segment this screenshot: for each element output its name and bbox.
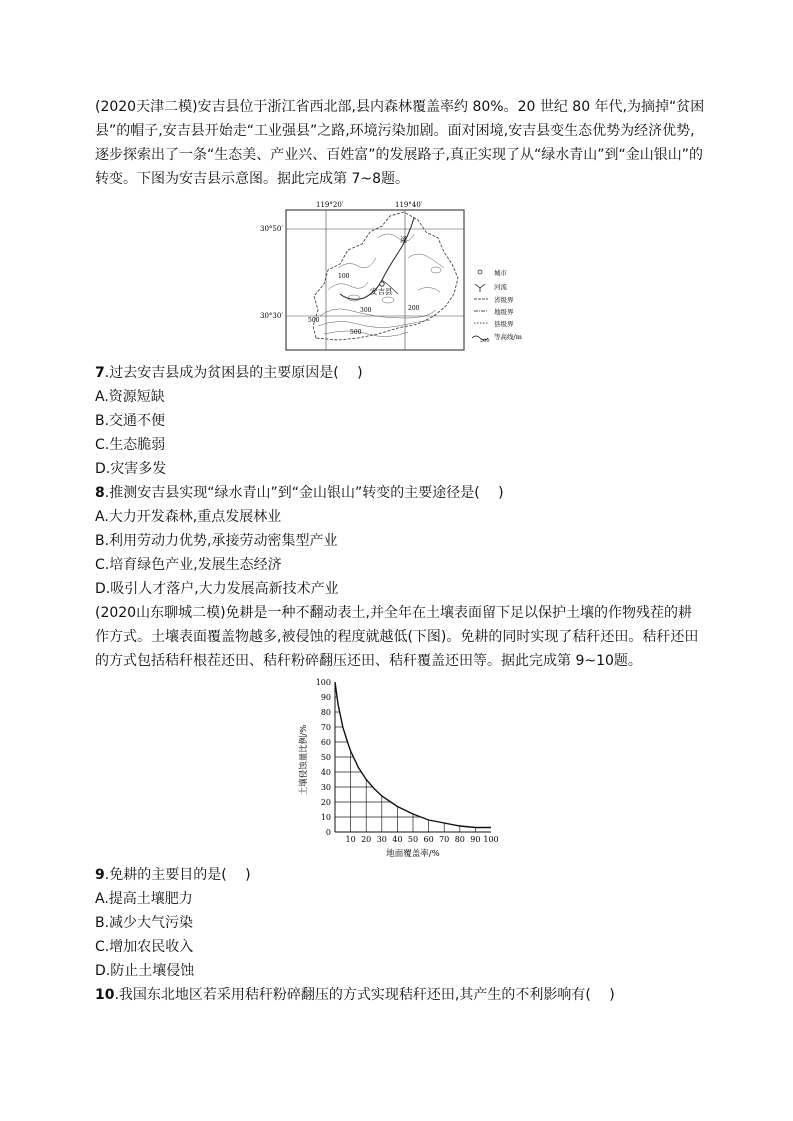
contour-label: 500 [350, 329, 362, 336]
passage-line: (2020天津二模)安吉县位于浙江省西北部,县内森林覆盖率约 80%。20 世纪 80 年代,为摘掉“贫困 [95, 99, 705, 115]
option-d: D.防止土壤侵蚀 [95, 963, 195, 979]
y-tick-label: 70 [320, 723, 331, 732]
y-axis-label: 土壤侵蚀量比例/% [299, 724, 309, 796]
x-tick-label: 60 [423, 835, 434, 844]
erosion-curve [335, 682, 491, 828]
x-tick-label: 90 [470, 835, 481, 844]
question-text: .过去安吉县成为贫困县的主要原因是( ) [104, 365, 363, 381]
y-tick-label: 20 [320, 798, 331, 807]
option-b: B.交通不便 [95, 413, 166, 429]
legend-label: 城市 [494, 269, 507, 277]
x-tick-label: 100 [483, 835, 499, 844]
option-c: C.增加农民收入 [95, 939, 194, 955]
y-tick-label: 10 [320, 813, 331, 822]
y-tick-label: 90 [320, 693, 331, 702]
y-tick-label: 100 [315, 678, 331, 687]
option-c: C.培育绿色产业,发展生态经济 [95, 557, 282, 573]
legend-river-icon [475, 284, 485, 292]
map-frame [286, 210, 464, 350]
question-text: .推测安吉县实现“绿水青山”到“金山银山”转变的主要途径是( ) [104, 485, 504, 501]
legend-label: 县级界 [494, 320, 514, 328]
y-tick-label: 80 [320, 708, 331, 717]
contour-label: 300 [360, 307, 372, 314]
question-text: .免耕的主要目的是( ) [104, 867, 251, 883]
option-a: A.大力开发森林,重点发展林业 [95, 509, 282, 525]
legend-label: 等高线/m [494, 333, 522, 341]
passage-line: 作方式。土壤表面覆盖物越多,被侵蚀的程度就越低(下图)。免耕的同时实现了秸秆还田。秸秆还田 [95, 629, 699, 645]
y-tick-label: 60 [320, 738, 331, 747]
question-number: 9 [95, 867, 105, 883]
option-d: D.灾害多发 [95, 461, 167, 477]
option-d: D.吸引人才落户,大力发展高新技术产业 [95, 581, 339, 597]
lon-label: 119°40′ [395, 201, 423, 209]
anji-county-map [258, 198, 536, 353]
x-tick-label: 70 [439, 835, 450, 844]
legend-label: 地级界 [494, 308, 514, 316]
erosion-chart [295, 672, 505, 862]
y-tick-label: 40 [320, 768, 331, 777]
lat-label: 30°50′ [260, 225, 283, 233]
question-text: .我国东北地区若采用秸秆粉碎翻压的方式实现秸秆还田,其产生的不利影响有( ) [114, 987, 615, 1003]
grid-area [335, 682, 491, 832]
y-tick-label: 0 [325, 828, 331, 837]
x-axis-label: 地面覆盖率/% [386, 849, 440, 859]
river-label: 溪 [400, 236, 407, 244]
question-stem [95, 482, 504, 505]
lat-label: 30°30′ [260, 312, 283, 320]
option-a: A.资源短缺 [95, 389, 165, 405]
question-number: 7 [95, 365, 105, 381]
x-tick-label: 50 [407, 835, 419, 844]
lon-label: 119°20′ [316, 201, 344, 209]
passage-line: 的方式包括秸秆根茬还田、秸秆粉碎翻压还田、秸秆覆盖还田等。据此完成第 9~10题。 [95, 653, 642, 669]
question-number: 10 [95, 987, 115, 1003]
x-tick-label: 80 [454, 835, 465, 844]
option-a: A.提高土壤肥力 [95, 891, 193, 907]
legend-city-icon [478, 270, 482, 274]
option-c: C.生态脆弱 [95, 437, 166, 453]
city-marker [380, 282, 384, 286]
question-stem [95, 362, 363, 385]
x-tick-label: 20 [361, 835, 372, 844]
contour-label: 100 [338, 273, 350, 280]
question-stem [95, 864, 251, 887]
x-tick-label: 10 [345, 835, 356, 844]
y-tick-label: 30 [320, 783, 331, 792]
y-tick-label: 50 [320, 753, 331, 762]
option-b: B.利用劳动力优势,承接劳动密集型产业 [95, 533, 338, 549]
legend-label: 省级界 [494, 296, 514, 304]
passage-line: 逐步探索出了一条“生态美、产业兴、百姓富”的发展路子,真正实现了从“绿水青山”到“金山银山”的 [95, 147, 703, 163]
x-tick-label: 30 [376, 835, 387, 844]
legend-contour-value: 200 [480, 338, 490, 344]
city-label: 安吉县 [370, 287, 393, 296]
passage-line: 县”的帽子,安吉县开始走“工业强县”之路,环境污染加剧。面对困境,安吉县变生态优势为经济优势, [95, 123, 695, 139]
legend-label: 河流 [494, 283, 507, 291]
contour-label: 500 [308, 317, 320, 324]
question-stem [95, 984, 615, 1007]
question-number: 8 [95, 485, 105, 501]
map-legend [472, 268, 522, 344]
passage-line: 转变。下图为安吉县示意图。据此完成第 7~8题。 [95, 171, 409, 187]
contour-label: 200 [408, 305, 420, 312]
passage-line: (2020山东聊城二模)免耕是一种不翻动表土,并全年在土壤表面留下足以保护土壤的作物残茬的耕 [95, 605, 693, 621]
x-tick-label: 40 [392, 835, 403, 844]
option-b: B.减少大气污染 [95, 915, 194, 931]
